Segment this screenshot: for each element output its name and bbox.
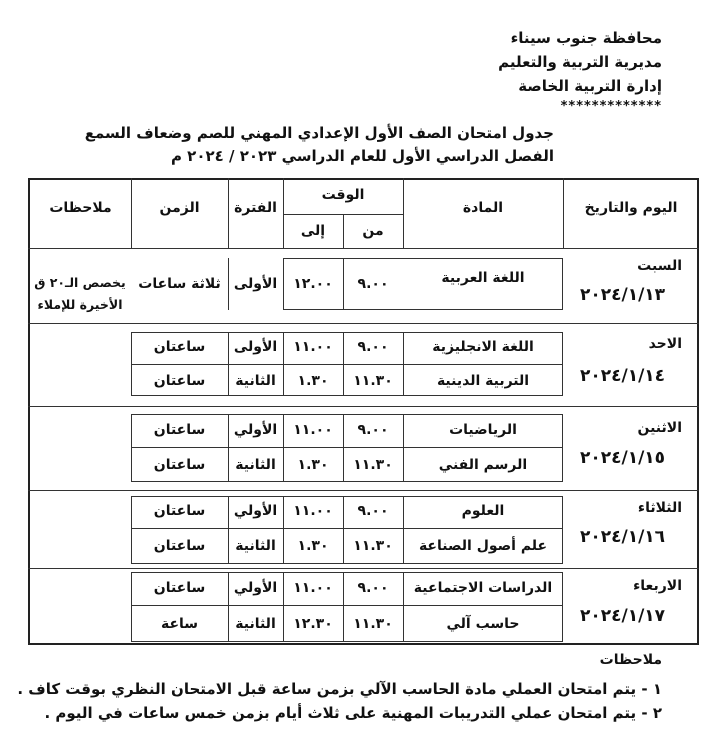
row-divider: [131, 528, 563, 529]
to-cell: ١١.٠٠: [293, 339, 333, 355]
row-divider: [131, 605, 563, 606]
to-cell: ١١.٠٠: [293, 422, 333, 438]
subject-cell: اللغة العربية: [441, 270, 525, 286]
header-notes: ملاحظات: [49, 200, 112, 216]
note-cell: [32, 272, 128, 316]
to-cell: ١١.٠٠: [293, 503, 333, 519]
date-tuesday: ٢٠٢٤/١/١٦: [580, 527, 666, 547]
day-monday: الاثنين: [637, 420, 682, 436]
day-divider: [28, 323, 699, 324]
duration-cell: ساعتان: [153, 503, 206, 519]
day-divider: [28, 490, 699, 491]
letterhead: [498, 26, 662, 116]
to-cell: ١.٣٠: [297, 373, 329, 389]
day-divider: [28, 406, 699, 407]
subject-cell: الرسم الفني: [438, 457, 528, 473]
row-divider: [131, 364, 563, 365]
note-line: يخصص الـ٢٠ ق: [34, 275, 126, 290]
period-cell: الأولى: [233, 339, 278, 355]
duration-cell: ساعة: [160, 616, 199, 632]
duration-cell: ساعتان: [153, 422, 206, 438]
duration-cell: ساعتان: [153, 373, 206, 389]
header-to: إلى: [300, 223, 326, 239]
subject-cell: الدراسات الاجتماعية: [413, 580, 553, 596]
to-cell: ١.٣٠: [297, 457, 329, 473]
header-day-date: اليوم والتاريخ: [584, 200, 678, 216]
day-saturday: السبت: [637, 258, 682, 274]
subject-cell: علم أصول الصناعة: [418, 538, 548, 554]
from-cell: ١١.٣٠: [353, 616, 393, 632]
header-period: الفترة: [234, 200, 277, 216]
header-time: الوقت: [321, 187, 365, 203]
header-from: من: [362, 223, 384, 239]
duration-cell: ساعتان: [153, 580, 206, 596]
period-cell: الأولى: [233, 276, 278, 292]
note-line: الأخيرة للإملاء: [37, 297, 123, 312]
duration-cell: ساعتان: [153, 538, 206, 554]
duration-cell: ساعتان: [153, 339, 206, 355]
row-divider: [131, 447, 563, 448]
from-cell: ١١.٣٠: [353, 373, 393, 389]
period-cell: الأولي: [233, 503, 278, 519]
to-cell: ١٢.٠٠: [293, 276, 333, 292]
duration-cell: ثلاثة ساعات: [138, 276, 221, 292]
subject-cell: العلوم: [461, 503, 505, 519]
date-wednesday: ٢٠٢٤/١/١٧: [580, 606, 666, 626]
period-cell: الثانية: [235, 373, 276, 389]
subject-cell: التربية الدينية: [436, 373, 530, 389]
date-sunday: ٢٠٢٤/١/١٤: [580, 366, 666, 386]
note-item-2: ٢ - يتم امتحان عملي التدريبات المهنية على ثلاث أيام بزمن خمس ساعات في اليوم .: [44, 704, 662, 722]
schedule-subtitle: الفصل الدراسي الأول للعام الدراسي ٢٠٢٣ / ٢٠٢٤ م: [170, 147, 554, 165]
period-cell: الثانية: [235, 616, 276, 632]
header-duration: الزمن: [159, 200, 200, 216]
administration-name: إدارة التربية الخاصة: [518, 77, 662, 95]
note-item-1: ١ - يتم امتحان العملي مادة الحاسب الآلي بزمن ساعة قبل الامتحان النظري بوقت كاف .: [17, 680, 662, 698]
from-cell: ١١.٣٠: [353, 538, 393, 554]
from-cell: ٩.٠٠: [357, 580, 389, 596]
subject-cell: اللغة الانجليزية: [432, 339, 534, 355]
day-divider: [28, 568, 699, 569]
header-subject: المادة: [462, 200, 504, 216]
from-cell: ١١.٣٠: [353, 457, 393, 473]
day-sunday: الاحد: [648, 336, 682, 352]
separator-stars: *************: [560, 99, 662, 114]
header-divider: [28, 248, 699, 249]
day-tuesday: الثلاثاء: [637, 500, 682, 516]
period-cell: الأولي: [233, 580, 278, 596]
period-cell: الثانية: [235, 457, 276, 473]
from-cell: ٩.٠٠: [357, 276, 389, 292]
period-cell: الأولي: [233, 422, 278, 438]
notes-heading: ملاحظات: [599, 652, 662, 668]
subject-cell: الرياضيات: [449, 422, 517, 438]
subject-cell: حاسب آلي: [446, 616, 520, 632]
schedule-title: جدول امتحان الصف الأول الإعدادي المهني للصم وضعاف السمع: [84, 124, 554, 142]
day-wednesday: الاربعاء: [633, 578, 682, 594]
to-cell: ١٢.٣٠: [293, 616, 333, 632]
from-cell: ٩.٠٠: [357, 339, 389, 355]
date-monday: ٢٠٢٤/١/١٥: [580, 448, 666, 468]
to-cell: ١.٣٠: [297, 538, 329, 554]
date-saturday: ٢٠٢٤/١/١٣: [580, 285, 666, 305]
directorate-name: مديرية التربية والتعليم: [498, 53, 662, 71]
from-cell: ٩.٠٠: [357, 503, 389, 519]
period-cell: الثانية: [235, 538, 276, 554]
from-cell: ٩.٠٠: [357, 422, 389, 438]
to-cell: ١١.٠٠: [293, 580, 333, 596]
governorate-name: محافظة جنوب سيناء: [510, 29, 662, 47]
duration-cell: ساعتان: [153, 457, 206, 473]
